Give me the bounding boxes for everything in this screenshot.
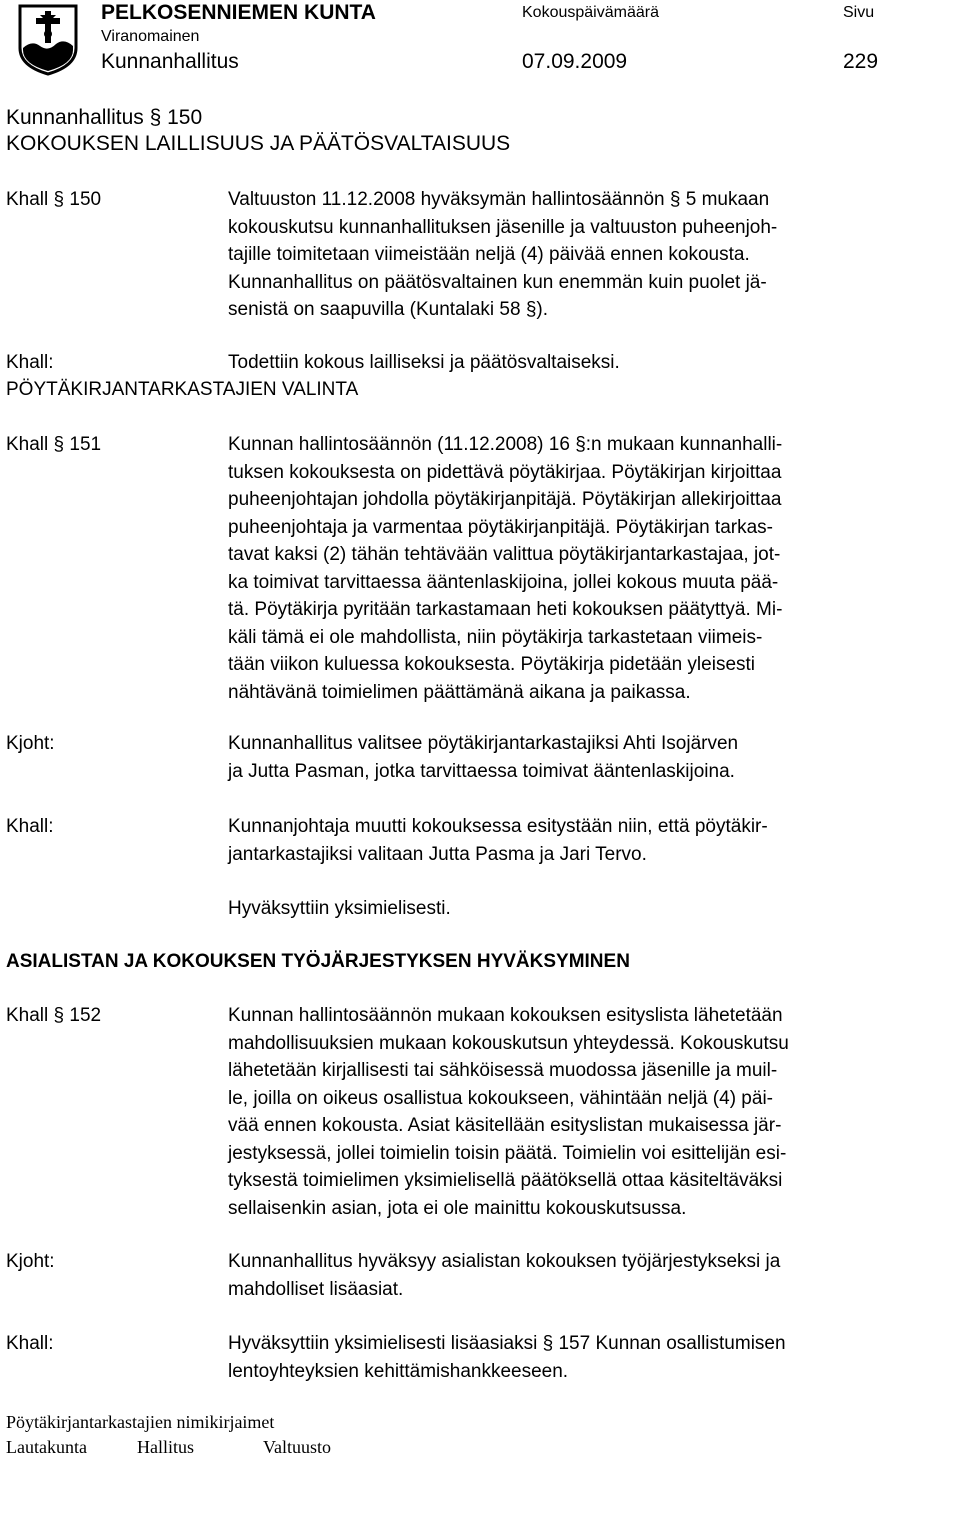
text-line: kokouskutsu kunnanhallituksen jäsenille ja valtuuston puheenjoh-	[228, 216, 778, 238]
section-150-label: Khall § 150	[6, 189, 102, 210]
text-line: tavat kaksi (2) tähän tehtävään valittua pöytäkirjantarkastajaa, jot-	[228, 544, 781, 565]
section-151-proposal-label: Kjoht:	[6, 733, 55, 754]
text-line: puheenjohtajan johdolla pöytäkirjanpitäjä. Pöytäkirjan allekirjoittaa	[228, 489, 782, 510]
text-line: ja Jutta Pasman, jotka tarvittaessa toimivat ääntenlaskijoina.	[228, 760, 735, 782]
section-150-decision: Todettiin kokous lailliseksi ja päätösvaltaiseksi.	[228, 352, 620, 373]
office-label: Viranomainen	[101, 28, 200, 45]
text-line: puheenjohtaja ja varmentaa pöytäkirjanpitäjä. Pöytäkirjan tarkas-	[228, 516, 773, 538]
section-heading-title: KOKOUKSEN LAILLISUUS JA PÄÄTÖSVALTAISUUS	[6, 132, 511, 155]
section-152-text	[228, 1002, 928, 1222]
text-line: mahdollisuuksien mukaan kokouskutsun yhteydessä. Kokouskutsu	[228, 1032, 789, 1054]
section-151-label: Khall § 151	[6, 434, 102, 455]
section-3-title: ASIALISTAN JA KOKOUKSEN TYÖJÄRJESTYKSEN HYVÄKSYMINEN	[6, 951, 630, 972]
text-line: Hyväksyttiin yksimielisesti lisäasiaksi § 157 Kunnan osallistumisen	[228, 1333, 786, 1354]
footer-col-lautakunta: Lautakunta	[6, 1437, 87, 1457]
text-line: senistä on saapuvilla (Kuntalaki 58 §).	[228, 299, 549, 320]
body-name: Kunnanhallitus	[101, 50, 239, 73]
text-line: Valtuuston 11.12.2008 hyväksymän hallintosäännön § 5 mukaan	[228, 189, 770, 210]
text-line: tä. Pöytäkirja pyritään tarkastamaan heti kokouksen päätyttyä. Mi-	[228, 599, 783, 620]
coat-of-arms-logo	[18, 4, 78, 76]
text-line: Kunnanhallitus on päätösvaltainen kun enemmän kuin puolet jä-	[228, 271, 767, 293]
section-152-decision	[228, 1330, 928, 1385]
text-line: jantarkastajiksi valitaan Jutta Pasma ja Jari Tervo.	[228, 843, 647, 865]
text-line: Kunnanjohtaja muutti kokouksessa esitystään niin, että pöytäkir-	[228, 816, 768, 837]
section-151-proposal	[228, 730, 928, 785]
text-line: jestyksessä, jollei toimielin toisin päätä. Toimielin voi esittelijän esi-	[228, 1142, 787, 1164]
text-line: mahdolliset lisäasiat.	[228, 1278, 404, 1300]
meeting-date: 07.09.2009	[522, 50, 628, 73]
section-152-label: Khall § 152	[6, 1005, 102, 1026]
text-line: Kunnanhallitus valitsee pöytäkirjantarkastajiksi Ahti Isojärven	[228, 733, 739, 754]
footer-col-valtuusto: Valtuusto	[263, 1437, 332, 1457]
text-line: tään viikon kuluessa kokouksesta. Pöytäkirja pidetään yleisesti	[228, 654, 756, 675]
text-line: Kunnan hallintosäännön mukaan kokouksen esityslista lähetetään	[228, 1005, 783, 1026]
text-line: lähetetään kirjallisesti tai sähköisessä muodossa jäsenille ja muil-	[228, 1060, 778, 1081]
text-line: Kunnanhallitus hyväksyy asialistan kokouksen työjärjestykseksi ja	[228, 1251, 781, 1272]
text-line: sellaisenkin asian, jota ei ole mainittu kokouskutsussa.	[228, 1197, 687, 1219]
section-152-decision-label: Khall:	[6, 1333, 54, 1354]
text-line: le, joilla on oikeus osallistua kokoukseen, vähintään neljä (4) päi-	[228, 1087, 773, 1109]
text-line: Kunnan hallintosäännön (11.12.2008) 16 §:n mukaan kunnanhalli-	[228, 434, 783, 455]
text-line: lentoyhteyksien kehittämishankkeeseen.	[228, 1360, 569, 1382]
municipality-name: PELKOSENNIEMEN KUNTA	[101, 1, 376, 24]
section-151-decision	[228, 813, 928, 868]
page-number: 229	[843, 50, 879, 73]
section-2-title: PÖYTÄKIRJANTARKASTAJIEN VALINTA	[6, 379, 359, 400]
text-line: tuksen kokouksesta on pidettävä pöytäkirjaa. Pöytäkirjan kirjoittaa	[228, 461, 782, 483]
section-heading-ref: Kunnanhallitus § 150	[6, 106, 203, 129]
footer-col-hallitus: Hallitus	[137, 1437, 194, 1457]
section-152-proposal	[228, 1248, 928, 1303]
section-152-proposal-label: Kjoht:	[6, 1251, 55, 1272]
date-label: Kokouspäivämäärä	[522, 4, 659, 21]
text-line: nähtävänä toimielimen päättämänä aikana ja paikassa.	[228, 681, 691, 703]
footer-initials-title: Pöytäkirjantarkastajien nimikirjaimet	[6, 1412, 275, 1432]
text-line: käli tämä ei ole mahdollista, niin pöytäkirja tarkastetaan viimeis-	[228, 626, 763, 648]
text-line: vää ennen kokousta. Asiat käsitellään esityslistan mukaisessa jär-	[228, 1115, 782, 1136]
section-151-text	[228, 431, 928, 706]
text-line: ka toimivat tarvittaessa ääntenlaskijoina, jollei kokous muuta pää-	[228, 571, 779, 593]
page-label: Sivu	[843, 4, 875, 21]
text-line: tyksestä toimielimen yksimielisellä päätöksellä ottaa käsiteltäväksi	[228, 1170, 783, 1191]
text-line: tajille toimitetaan viimeistään neljä (4) päivää ennen kokousta.	[228, 244, 750, 265]
section-151-approved: Hyväksyttiin yksimielisesti.	[228, 898, 451, 919]
section-151-decision-label: Khall:	[6, 816, 54, 837]
section-150-text	[228, 186, 928, 324]
section-150-decision-label: Khall:	[6, 352, 54, 373]
